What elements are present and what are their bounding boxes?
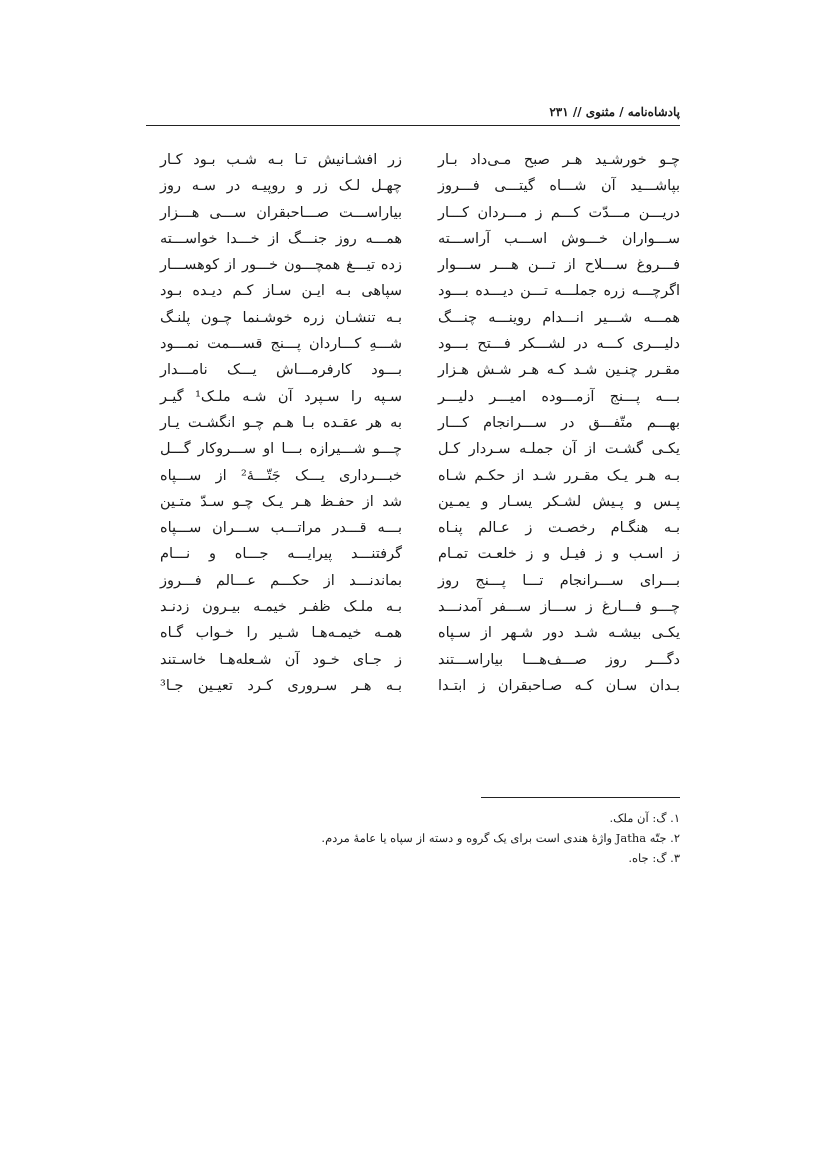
verse-row bbox=[160, 489, 680, 515]
hemistich-second: ز جـای خـود آن شـعله‌هـا خاسـتند bbox=[160, 651, 402, 668]
hemistich-first: یکـی بیشـه شـد دور شـهر از سـپاه bbox=[438, 625, 680, 642]
verse-row bbox=[160, 594, 680, 620]
hemistich-first: مقـرر چنـین شـد کـه هـر شـش هـزار bbox=[438, 362, 680, 379]
footnote: ۱. گ: آن ملک. bbox=[609, 811, 680, 825]
hemistich-first: بـه هنگـام رخصـت ز عـالم پنـاه bbox=[438, 520, 680, 537]
hemistich-second: زده تیـــغ همچـــون خـــور از کوهســـار bbox=[160, 257, 402, 274]
footnote: ۳. گ: جاه. bbox=[628, 851, 680, 865]
hemistich-second: شـــهِ کـــاردان پـــنج قســـمت نمـــود bbox=[160, 336, 402, 353]
hemistich-first: چـــو فـــارغ ز ســـاز ســـفر آمدنـــد bbox=[438, 599, 680, 616]
hemistich-second: چـــو شـــیرازه بـــا او ســـروکار گـــل bbox=[160, 441, 402, 458]
verse-row bbox=[160, 647, 680, 673]
hemistich-second: همـــه روز جنـــگ از خـــدا خواســـته bbox=[160, 230, 402, 247]
hemistich-first: همـــه شـــیر انـــدام روینـــه چنـــگ bbox=[438, 309, 680, 326]
hemistich-second: به هر عقـده بـا هـم چـو انگشـت یـار bbox=[160, 414, 402, 431]
hemistich-second: بـه تنشـان زره خوشـنما چـون پلنـگ bbox=[160, 309, 402, 326]
hemistich-second: زر افشـانیش تـا بـه شـب بـود کـار bbox=[160, 152, 402, 168]
page-header bbox=[146, 101, 680, 125]
verse-row bbox=[160, 515, 680, 541]
verse-block bbox=[160, 147, 680, 699]
hemistich-first: بـدان سـان کـه صـاحبقران ز ابتـدا bbox=[438, 677, 680, 694]
verse-row bbox=[160, 620, 680, 646]
hemistich-first: ســـواران خـــوش اســـب آراســـته bbox=[438, 230, 680, 247]
verse-row bbox=[160, 173, 680, 199]
hemistich-first: بپاشـــید آن شـــاه گیتـــی فـــروز bbox=[438, 178, 680, 195]
hemistich-first: دریـــن مـــدّت کـــم ز مـــردان کـــار bbox=[438, 204, 680, 221]
hemistich-first: دلیـــری کـــه در لشـــکر فـــتح بـــود bbox=[438, 336, 680, 353]
verse-row bbox=[160, 331, 680, 357]
hemistich-second: بـه ملـک ظفـر خیمـه بیـرون زدنـد bbox=[160, 599, 402, 616]
hemistich-first: بهـــم متّفـــق در ســـرانجام کـــار bbox=[438, 414, 680, 431]
verse-row bbox=[160, 305, 680, 331]
header-rule bbox=[146, 125, 680, 126]
hemistich-first: یکـی گشـت از آن جملـه سـردار کـل bbox=[438, 441, 680, 458]
hemistich-second: همـه خیمـه‌هـا شـیر را خـواب گـاه bbox=[160, 625, 402, 642]
hemistich-first: چـو خورشـید هـر صبح مـی‌داد بـار bbox=[438, 152, 680, 168]
verse-row bbox=[160, 463, 680, 489]
hemistich-second: سپاهی بـه ایـن سـاز کـم دیـده بـود bbox=[160, 283, 402, 300]
hemistich-first: فـــروغ ســـلاح از تـــن هـــر ســـوار bbox=[438, 257, 680, 274]
verse-row bbox=[160, 673, 680, 699]
hemistich-second: گرفتنـــد پیرایـــه جـــاه و نـــام bbox=[160, 546, 402, 563]
verse-row bbox=[160, 568, 680, 594]
hemistich-second: بیاراســـت صـــاحبقران ســـی هـــزار bbox=[160, 204, 402, 221]
footnote: ۲. جتّه Jatha واژهٔ هندی است برای یک گروه و دسته از سپاه یا عامهٔ مردم. bbox=[321, 831, 680, 845]
hemistich-first: بـــه پـــنج آزمـــوده امیـــر دلیـــر bbox=[438, 388, 680, 405]
hemistich-first: پـس و پـیش لشـکر یسـار و یمـین bbox=[438, 493, 680, 510]
hemistich-second: چهـل لـک زر و روپیـه در سـه روز bbox=[160, 178, 402, 195]
hemistich-second: بـــود کارفرمـــاش یـــک نامـــدار bbox=[160, 362, 402, 379]
verse-row bbox=[160, 200, 680, 226]
running-title: پادشاه‌نامه / مثنوی // ۲۳۱ bbox=[549, 105, 680, 119]
footnotes bbox=[140, 808, 680, 868]
verse-row bbox=[160, 410, 680, 436]
verse-row bbox=[160, 357, 680, 383]
hemistich-second: بـــه قـــدر مراتـــب ســـران ســـپاه bbox=[160, 520, 402, 537]
hemistich-second: بـه هـر سـروری کـرد تعیـین جـا³ bbox=[160, 677, 402, 694]
verse-row bbox=[160, 541, 680, 567]
verse-row bbox=[160, 226, 680, 252]
hemistich-second: سـپه را سـپرد آن شـه ملـک¹ گیـر bbox=[160, 388, 402, 405]
footnote-rule bbox=[481, 797, 680, 798]
hemistich-first: بـــرای ســـرانجام تـــا پـــنج روز bbox=[438, 572, 680, 589]
hemistich-first: بـه هـر یـک مقـرر شـد از حکـم شـاه bbox=[438, 467, 680, 484]
hemistich-first: اگرچـــه زره جملـــه تـــن دیـــده بـــود bbox=[438, 283, 680, 300]
verse-row bbox=[160, 147, 680, 173]
hemistich-first: دگـــر روز صـــف‌هـــا بیاراســـتند bbox=[438, 651, 680, 668]
verse-row bbox=[160, 436, 680, 462]
hemistich-first: ز اسـب و ز فیـل و ز خلعـت تمـام bbox=[438, 546, 680, 563]
hemistich-second: شد از حفـظ هـر یـک چـو سـدّ متـین bbox=[160, 493, 402, 510]
verse-row bbox=[160, 384, 680, 410]
hemistich-second: بماندنـــد از حکـــم عـــالم فـــروز bbox=[160, 572, 402, 589]
hemistich-second: خبـــرداری یـــک جَتّـــهٔ² از ســـپاه bbox=[160, 467, 402, 484]
verse-row bbox=[160, 278, 680, 304]
verse-row bbox=[160, 252, 680, 278]
